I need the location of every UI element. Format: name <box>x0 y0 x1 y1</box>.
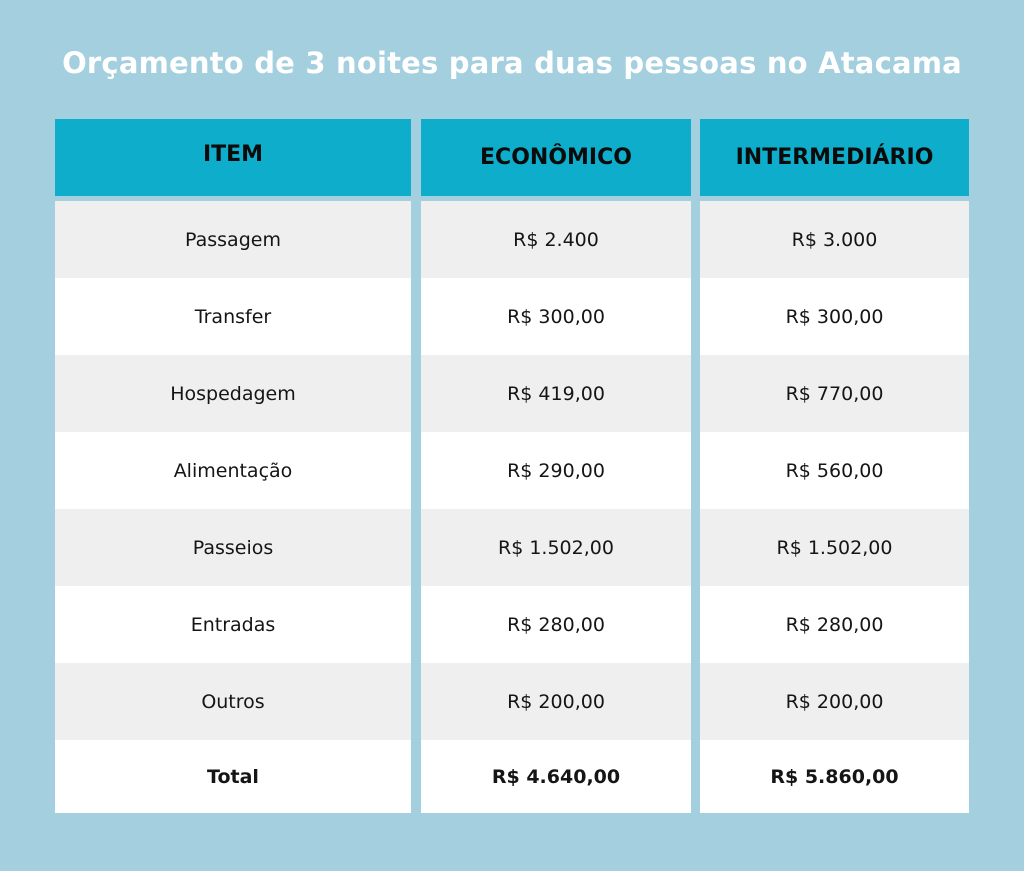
cell-intermediario-entradas: R$ 280,00 <box>700 586 969 663</box>
header-economico: ECONÔMICO <box>421 119 691 196</box>
column-economico <box>421 119 691 813</box>
cell-item-passagem: Passagem <box>55 201 411 278</box>
cell-intermediario-transfer: R$ 300,00 <box>700 278 969 355</box>
cell-intermediario-passeios: R$ 1.502,00 <box>700 509 969 586</box>
header-intermediario: INTERMEDIÁRIO <box>700 119 969 196</box>
cell-economico-alimentacao: R$ 290,00 <box>421 432 691 509</box>
column-item <box>55 119 411 813</box>
cell-item-total: Total <box>55 740 411 813</box>
cell-intermediario-hospedagem: R$ 770,00 <box>700 355 969 432</box>
cell-economico-entradas: R$ 280,00 <box>421 586 691 663</box>
cell-economico-passeios: R$ 1.502,00 <box>421 509 691 586</box>
cell-item-alimentacao: Alimentação <box>55 432 411 509</box>
column-intermediario <box>700 119 969 813</box>
cell-economico-outros: R$ 200,00 <box>421 663 691 740</box>
cell-intermediario-alimentacao: R$ 560,00 <box>700 432 969 509</box>
cell-economico-hospedagem: R$ 419,00 <box>421 355 691 432</box>
cell-economico-passagem: R$ 2.400 <box>421 201 691 278</box>
cell-item-hospedagem: Hospedagem <box>55 355 411 432</box>
cell-intermediario-passagem: R$ 3.000 <box>700 201 969 278</box>
cell-intermediario-total: R$ 5.860,00 <box>700 740 969 813</box>
header-item: ITEM <box>55 119 411 196</box>
cell-item-entradas: Entradas <box>55 586 411 663</box>
cell-economico-transfer: R$ 300,00 <box>421 278 691 355</box>
cell-item-passeios: Passeios <box>55 509 411 586</box>
cell-economico-total: R$ 4.640,00 <box>421 740 691 813</box>
cell-item-transfer: Transfer <box>55 278 411 355</box>
page-title: Orçamento de 3 noites para duas pessoas no Atacama <box>62 46 962 80</box>
cell-item-outros: Outros <box>55 663 411 740</box>
cell-intermediario-outros: R$ 200,00 <box>700 663 969 740</box>
